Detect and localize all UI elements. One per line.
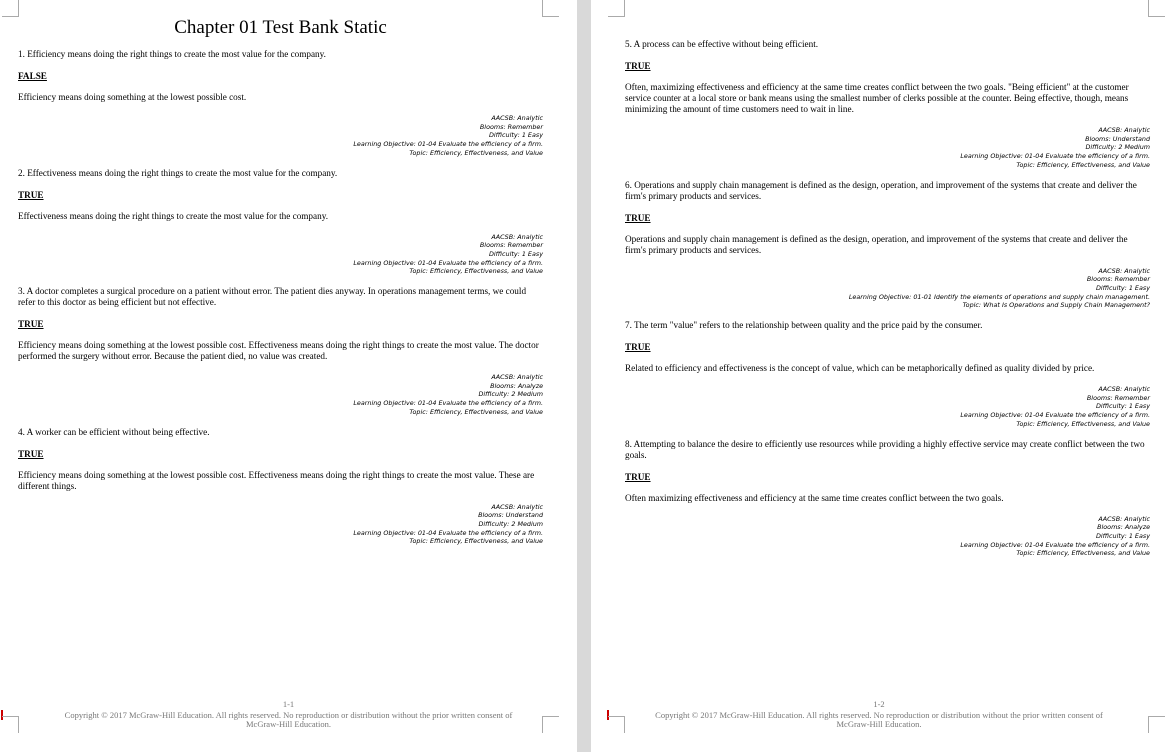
question-text: 8. Attempting to balance the desire to efficiently use resources while providing a highly effective service may create conflict between the two goals. <box>625 438 1145 460</box>
metadata-line: Difficulty: 2 Medium <box>478 519 543 528</box>
metadata-line: AACSB: Analytic <box>1098 126 1150 134</box>
question-item <box>18 286 543 417</box>
question-metadata <box>625 385 1150 429</box>
metadata-line: Topic: Efficiency, Effectiveness, and Value <box>409 148 543 157</box>
answer-text: TRUE <box>18 319 44 330</box>
question-text: 5. A process can be effective without being efficient. <box>625 39 819 49</box>
metadata-line: Topic: Efficiency, Effectiveness, and Value <box>1016 160 1150 169</box>
document-page-2 <box>591 0 1167 752</box>
explanation-text: Often maximizing effectiveness and efficiency at the same time creates conflict between the two goals. <box>625 492 1004 503</box>
question-item <box>625 39 1150 170</box>
metadata-line: Blooms: Remember <box>479 241 543 250</box>
page-number: 1-2 <box>873 699 885 709</box>
question-metadata <box>18 233 543 277</box>
metadata-line: AACSB: Analytic <box>491 502 543 511</box>
metadata-line: Learning Objective: 01-04 Evaluate the efficiency of a firm. <box>353 399 543 408</box>
metadata-line: Topic: Efficiency, Effectiveness, and Value <box>1016 419 1150 428</box>
question-text: 2. Effectiveness means doing the right things to create the most value for the company. <box>18 167 338 178</box>
metadata-line: Blooms: Analyze <box>490 381 543 390</box>
answer-text: TRUE <box>18 189 44 200</box>
question-item <box>625 180 1150 311</box>
explanation-text: Operations and supply chain management is defined as the design, operation, and improvement of the systems that create and deliver the firm's primary products and services. <box>625 233 1128 255</box>
metadata-line: AACSB: Analytic <box>491 373 543 382</box>
question-metadata <box>18 114 543 158</box>
document-page-1 <box>0 0 577 752</box>
metadata-line: Blooms: Understand <box>478 511 543 520</box>
answer-text: TRUE <box>18 448 44 459</box>
metadata-line: Topic: What Is Operations and Supply Chain Management? <box>962 301 1150 310</box>
copyright-footer: Copyright © 2017 McGraw-Hill Education. All rights reserved. No reproduction or distribution without the prior written consent of McGraw-Hill Education. <box>64 710 513 729</box>
metadata-line: Topic: Efficiency, Effectiveness, and Value <box>409 267 543 276</box>
copyright-footer: Copyright © 2017 McGraw-Hill Education. All rights reserved. No reproduction or distribution without the prior written consent of McGraw-Hill Education. <box>655 710 1103 729</box>
page-gutter <box>577 0 591 752</box>
metadata-line: Learning Objective: 01-04 Evaluate the efficiency of a firm. <box>353 258 543 267</box>
question-text: 6. Operations and supply chain management is defined as the design, operation, and improvement of the systems that create and deliver the firm's primary products and services. <box>625 179 1137 201</box>
metadata-line: Difficulty: 1 Easy <box>1095 283 1150 292</box>
answer-text: FALSE <box>18 71 47 81</box>
question-text: 1. Efficiency means doing the right things to create the most value for the company. <box>18 49 326 59</box>
metadata-line: Topic: Efficiency, Effectiveness, and Value <box>1016 549 1150 558</box>
metadata-line: AACSB: Analytic <box>1098 385 1150 394</box>
question-item <box>18 168 543 277</box>
question-text: 3. A doctor completes a surgical procedure on a patient without error. The patient dies anyway. In operations management terms, we could refer to this doctor as being efficient but not effective. <box>18 286 527 308</box>
metadata-line: Difficulty: 2 Medium <box>478 390 543 399</box>
explanation-text: Efficiency means doing something at the lowest possible cost. Effectiveness means doing the right things to create the most value. The doctor performed the surgery without error. Because the patient died, no value was created. <box>18 340 539 362</box>
metadata-line: Learning Objective: 01-04 Evaluate the efficiency of a firm. <box>960 411 1150 420</box>
page-content <box>591 0 1167 568</box>
metadata-line: Difficulty: 1 Easy <box>1095 402 1150 411</box>
question-metadata <box>18 373 543 417</box>
metadata-line: Learning Objective: 01-01 Identify the elements of operations and supply chain management. <box>848 292 1150 301</box>
metadata-line: Learning Objective: 01-04 Evaluate the efficiency of a firm. <box>353 528 543 537</box>
question-item <box>625 320 1150 429</box>
metadata-line: Blooms: Analyze <box>1097 523 1150 532</box>
explanation-text: Often, maximizing effectiveness and efficiency at the same time creates conflict between the two goals. "Being efficient" at the customer service counter at a local store or bank means using the smallest number of clerks possible at the counter. Being effective, though, means minimizing the amount of time customers need to wait in line. <box>625 82 1129 114</box>
answer-text: TRUE <box>625 471 651 482</box>
crop-mark <box>542 716 559 733</box>
question-item <box>18 49 543 158</box>
metadata-line: Difficulty: 1 Easy <box>488 249 543 258</box>
answer-text: TRUE <box>625 212 651 223</box>
metadata-line: Blooms: Understand <box>1085 134 1150 143</box>
metadata-line: AACSB: Analytic <box>491 114 543 122</box>
question-text: 7. The term "value" refers to the relationship between quality and the price paid by the consumer. <box>625 320 983 331</box>
metadata-line: Blooms: Remember <box>479 122 543 131</box>
metadata-line: Blooms: Remember <box>1086 275 1150 284</box>
page-content <box>0 0 577 556</box>
metadata-line: Learning Objective: 01-04 Evaluate the efficiency of a firm. <box>960 540 1150 549</box>
metadata-line: Blooms: Remember <box>1086 393 1150 402</box>
metadata-line: AACSB: Analytic <box>491 232 543 241</box>
metadata-line: AACSB: Analytic <box>1098 266 1150 275</box>
question-item <box>625 439 1150 559</box>
metadata-line: Difficulty: 1 Easy <box>488 131 543 140</box>
question-metadata <box>625 126 1150 170</box>
question-metadata <box>625 267 1150 311</box>
metadata-line: Learning Objective: 01-04 Evaluate the efficiency of a firm. <box>960 152 1150 161</box>
metadata-line: Topic: Efficiency, Effectiveness, and Value <box>409 537 543 546</box>
metadata-line: Topic: Efficiency, Effectiveness, and Value <box>409 407 543 416</box>
answer-text: TRUE <box>625 61 651 71</box>
explanation-text: Efficiency means doing something at the lowest possible cost. <box>18 92 247 102</box>
metadata-line: Difficulty: 1 Easy <box>1095 531 1150 540</box>
crop-mark <box>2 716 19 733</box>
question-metadata <box>18 503 543 547</box>
crop-mark <box>608 716 625 733</box>
question-metadata <box>625 515 1150 559</box>
page-number: 1-1 <box>282 699 295 709</box>
metadata-line: AACSB: Analytic <box>1098 514 1150 523</box>
page-title: Chapter 01 Test Bank Static <box>174 17 387 38</box>
question-text: 4. A worker can be efficient without being effective. <box>18 426 210 437</box>
crop-mark <box>1148 716 1165 733</box>
explanation-text: Effectiveness means doing the right things to create the most value for the company. <box>18 210 328 221</box>
question-item <box>18 427 543 547</box>
explanation-text: Efficiency means doing something at the lowest possible cost. Effectiveness means doing the right things to create the most value. These are different things. <box>18 469 535 491</box>
answer-text: TRUE <box>625 342 651 353</box>
explanation-text: Related to efficiency and effectiveness is the concept of value, which can be metaphorically defined as quality divided by price. <box>625 363 1095 374</box>
metadata-line: Difficulty: 2 Medium <box>1085 143 1150 152</box>
metadata-line: Learning Objective: 01-04 Evaluate the efficiency of a firm. <box>353 140 543 149</box>
